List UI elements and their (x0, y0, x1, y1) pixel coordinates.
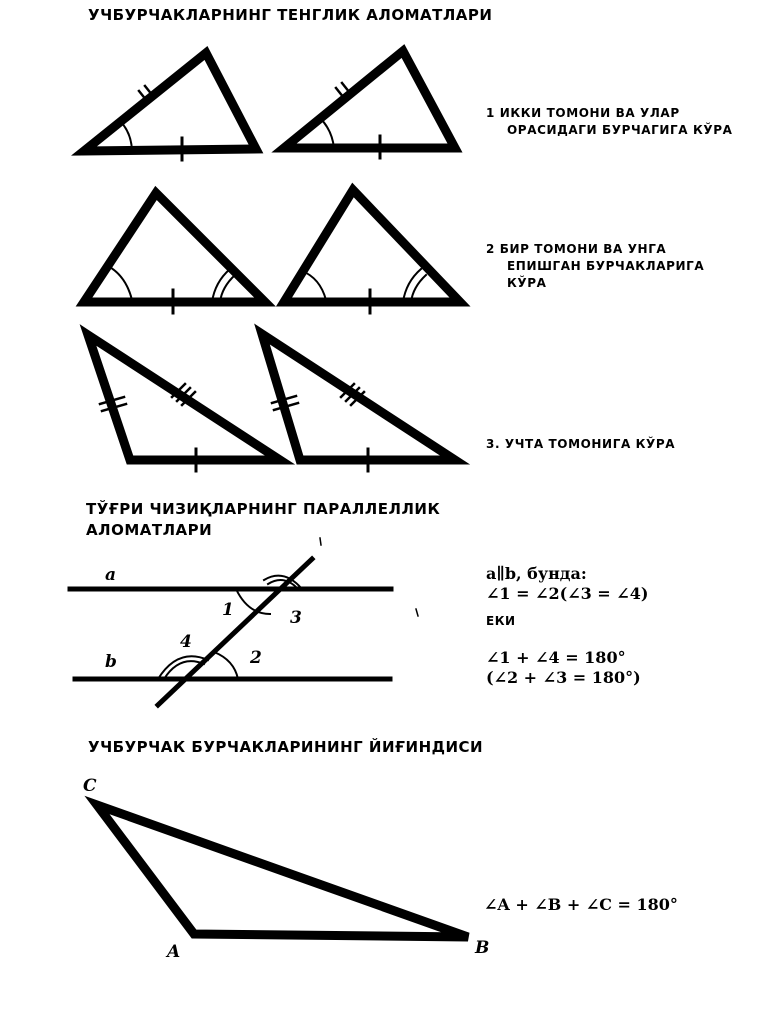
section2-title-line2: АЛОМАТЛАРИ (86, 521, 213, 539)
criterion-1-line1: 1 ИККИ ТОМОНИ ВА УЛАР (486, 106, 680, 120)
parallel-formula-line2: ∠1 = ∠2(∠3 = ∠4) (486, 584, 649, 603)
label-angle-2: 2 (250, 648, 262, 668)
label-angle-4: 4 (180, 632, 192, 652)
angle-2-arc (214, 652, 238, 679)
criterion-2-line2: ЕПИШГАН БУРЧАКЛАРИГА (507, 259, 705, 273)
triangle-sum-formula: ∠A + ∠B + ∠C = 180° (484, 895, 678, 914)
criterion-3-line1: 3. УЧТА ТОМОНИГА КЎРА (486, 437, 676, 451)
sum-formula-line1: ∠1 + ∠4 = 180° (486, 648, 626, 667)
criterion-1 (486, 105, 733, 139)
label-vertex-c: C (83, 776, 97, 796)
label-vertex-a: A (167, 942, 181, 962)
label-angle-1: 1 (222, 600, 234, 620)
criterion-2-line1: 2 БИР ТОМОНИ ВА УНГА (486, 242, 667, 256)
triangle-abc (97, 805, 468, 937)
section1-title: УЧБУРЧАКЛАРНИНГ ТЕНГЛИК АЛОМАТЛАРИ (88, 6, 493, 24)
or-text: ЕКИ (486, 614, 516, 628)
tick-mark (342, 83, 350, 93)
sum-formula (486, 648, 641, 688)
triangle-sss-left (88, 335, 280, 460)
criterion-2-line3: КЎРА (507, 276, 547, 290)
criterion-1-line2: ОРАСИДАГИ БУРЧАГИГА КЎРА (507, 123, 733, 137)
label-line-a: a (105, 565, 117, 585)
tick-mark (336, 88, 344, 98)
sum-formula-line2: (∠2 + ∠3 = 180°) (486, 668, 641, 687)
section2-title (86, 499, 440, 541)
angle-arc (108, 266, 132, 300)
triangle-sas-left (84, 53, 256, 151)
triangle-sas-right (284, 51, 455, 148)
label-vertex-b: B (475, 938, 490, 958)
label-line-b: b (105, 652, 117, 672)
section2-title-line1: ТЎҒРИ ЧИЗИҚЛАРНИНГ ПАРАЛЛЕЛЛИК (86, 500, 441, 518)
label-angle-3: 3 (290, 608, 302, 628)
section3-title: УЧБУРЧАК БУРЧАКЛАРИНИНГ ЙИҒИНДИСИ (88, 738, 484, 756)
stray-mark (416, 609, 418, 616)
criterion-3 (486, 436, 675, 453)
parallel-formula-line1: a∥b, бунда: (486, 564, 587, 583)
triangle-asa-right (284, 190, 460, 302)
triangle-asa-left (84, 193, 265, 302)
parallel-formula (486, 564, 648, 604)
angle-arc (121, 122, 132, 150)
criterion-2 (486, 241, 704, 292)
